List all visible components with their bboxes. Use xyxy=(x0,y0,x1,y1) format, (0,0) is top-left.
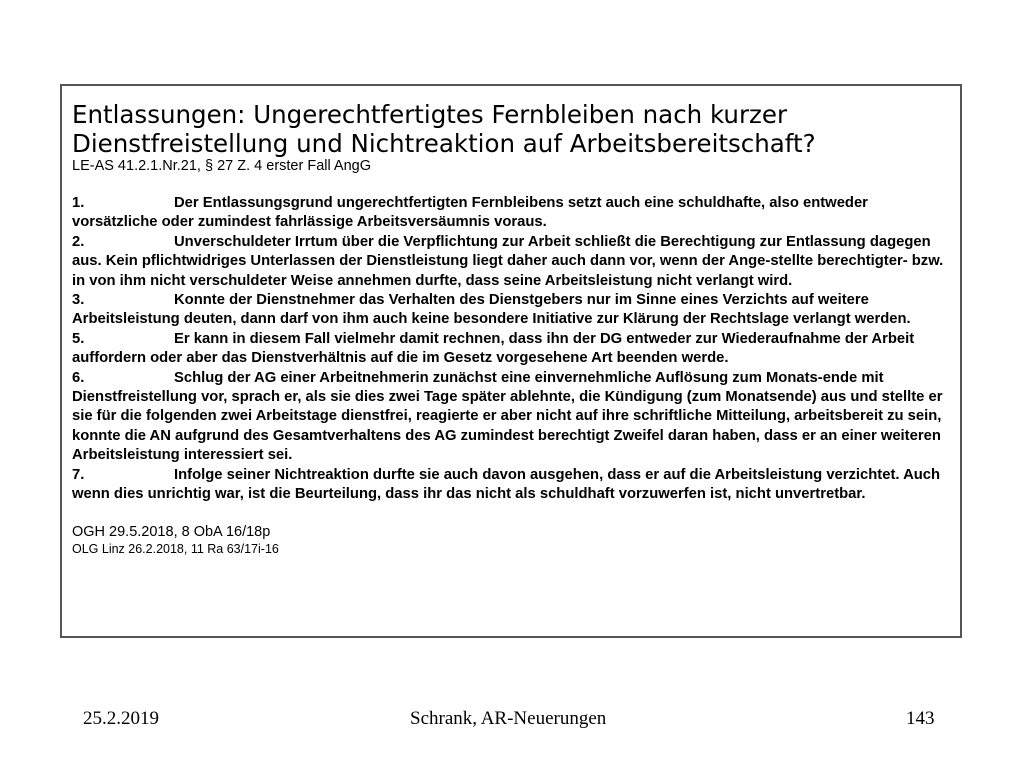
point-item xyxy=(72,369,950,466)
point-text: Er kann in diesem Fall vielmehr damit rechnen, dass ihn der DG entweder zur Wiederaufnahme der Arbeit auffordern oder aber das Dienstverhältnis auf die im Gesetz vorgesehene Art beenden werde. xyxy=(72,330,915,367)
slide-title xyxy=(72,100,950,158)
spacer xyxy=(72,505,950,523)
point-item xyxy=(72,466,950,505)
point-number: 2. xyxy=(72,233,85,250)
point-number: 1. xyxy=(72,195,85,211)
footer-page-number: 143 xyxy=(906,708,935,729)
title-line-2: Dienstfreistellung und Nichtreaktion auf Arbeitsbereitschaft? xyxy=(72,129,816,158)
title-line-1: Entlassungen: Ungerechtfertigtes Fernbleiben nach kurzer xyxy=(72,100,788,129)
footer-date: 25.2.2019 xyxy=(83,708,159,729)
footer-author: Schrank, AR-Neuerungen xyxy=(410,708,607,729)
point-text: Der Entlassungsgrund ungerechtfertigten Fernbleibens setzt auch eine schuldhafte, also entweder vorsätzliche oder zumindest fahrlässige Arbeitsversäumnis voraus. xyxy=(72,195,868,231)
point-text: Schlug der AG einer Arbeitnehmerin zunächst eine einvernehmliche Auflösung zum Monats-ende mit Dienstfreistellung vor, sprach er, als sie dies zwei Tage später ablehnte, die Kündigung (zum Monatsende) aus und stellte er sie für die folgenden zwei Arbeitstage dienstfrei, reagierte er aber nicht auf ihre schriftliche Mitteilung, arbeitsbereit zu sein, konnte die AN aufgrund des Gesamtverhaltens des AG zumindest berechtigt Zweifel daran haben, dass er an einer weiteren Arbeitsleistung interessiert sei. xyxy=(72,369,943,464)
point-number: 6. xyxy=(72,369,85,386)
legal-reference: LE-AS 41.2.1.Nr.21, § 27 Z. 4 erster Fall AngG xyxy=(72,158,372,174)
content-box xyxy=(60,84,962,638)
point-text: Konnte der Dienstnehmer das Verhalten des Dienstgebers nur im Sinne eines Verzichts auf weitere Arbeitsleistung deuten, dann darf von ihm auch keine besondere Initiative zur Klärung der Rechtslage verlangt werden. xyxy=(72,292,911,328)
point-text: Infolge seiner Nichtreaktion durfte sie auch davon ausgehen, dass er auf die Arbeitsleistung verzichtet. Auch wenn dies unrichtig war, ist die Beurteilung, dass ihr das nicht als schuldhaft vorzuwerfen ist, nicht unvertretbar. xyxy=(72,466,941,503)
point-item xyxy=(72,194,950,233)
spacer xyxy=(72,175,950,194)
point-item xyxy=(72,291,950,330)
points-list xyxy=(72,194,950,505)
point-number: 7. xyxy=(72,466,85,483)
point-number: 5. xyxy=(72,330,85,347)
point-text: Unverschuldeter Irrtum über die Verpflichtung zur Arbeit schließt die Berechtigung zur Entlassung dagegen aus. Kein pflichtwidriges Unterlassen der Dienstleistung liegt daher auch dann vor, wenn der Ange-stellte berechtigter- bzw. in von ihm nicht verschuldeter Weise annehmen durfte, dass seine Arbeitsleistung nicht verlangt wird. xyxy=(72,233,944,289)
point-number: 3. xyxy=(72,292,85,309)
point-item xyxy=(72,330,950,369)
court-citation-primary: OGH 29.5.2018, 8 ObA 16/18p xyxy=(72,523,271,540)
court-citation-secondary: OLG Linz 26.2.2018, 11 Ra 63/17i-16 xyxy=(72,541,279,556)
point-item xyxy=(72,233,950,291)
